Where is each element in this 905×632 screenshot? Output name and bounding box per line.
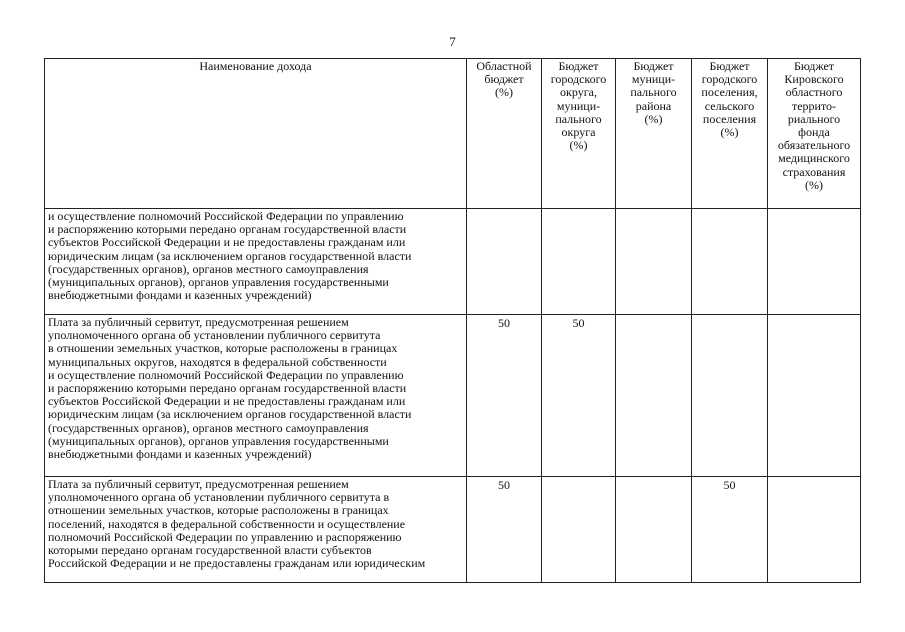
column-header-municipal-district-budget: Бюджет муници- пального района (%) bbox=[616, 59, 692, 209]
mhi-fund-budget-cell bbox=[768, 209, 861, 315]
table-row bbox=[45, 209, 861, 315]
income-name-cell: Плата за публичный сервитут, предусмотренная решением уполномоченного органа об установлении публичного сервитута в отношении земельных участков, которые расположены в границах муниципальных округов, находятся в федеральной собственности и осуществление полномочий Российской Федерации по управлению и распоряжению которыми передано органам государственной власти субъектов Российской Федерации и не предоставлены гражданам или юридическим лицам (за исключением органов государственной власти (государственных органов), органов местного самоуправления (муниципальных органов), органов управления государственными внебюджетными фондами и казенных учреждений) bbox=[45, 315, 467, 477]
table-row bbox=[45, 477, 861, 583]
column-header-settlement-budget: Бюджет городского поселения, сельского поселения (%) bbox=[692, 59, 768, 209]
settlement-budget-cell bbox=[692, 209, 768, 315]
settlement-budget-cell: 50 bbox=[692, 477, 768, 583]
regional-budget-cell: 50 bbox=[467, 477, 542, 583]
column-header-regional-budget: Областной бюджет (%) bbox=[467, 59, 542, 209]
income-name-cell: и осуществление полномочий Российской Федерации по управлению и распоряжению которыми передано органам государственной власти субъектов Российской Федерации и не предоставлены гражданам или юридическим лицам (за исключением органов государственной власти (государственных органов), органов местного самоуправления (муниципальных органов), органов управления государственными внебюджетными фондами и казенных учреждений) bbox=[45, 209, 467, 315]
income-name-cell: Плата за публичный сервитут, предусмотренная решением уполномоченного органа об установлении публичного сервитута в отношении земельных участков, которые расположены в границах поселений, находятся в федеральной собственности и осуществление полномочий Российской Федерации по управлению и распоряжению которыми передано органам государственной власти субъектов Российской Федерации и не предоставлены гражданам или юридическим bbox=[45, 477, 467, 583]
municipal-district-budget-cell bbox=[616, 477, 692, 583]
settlement-budget-cell bbox=[692, 315, 768, 477]
table-row bbox=[45, 315, 861, 477]
municipal-district-budget-cell bbox=[616, 209, 692, 315]
city-district-budget-cell bbox=[542, 477, 616, 583]
income-distribution-table bbox=[44, 58, 861, 583]
page-number: 7 bbox=[449, 34, 456, 49]
column-header-city-district-budget: Бюджет городского округа, муници- пального округа (%) bbox=[542, 59, 616, 209]
table-header-row bbox=[45, 59, 861, 209]
mhi-fund-budget-cell bbox=[768, 477, 861, 583]
column-header-kirov-mhi-fund-budget: Бюджет Кировского областного террито- риального фонда обязательного медицинского страхования (%) bbox=[768, 59, 861, 209]
municipal-district-budget-cell bbox=[616, 315, 692, 477]
city-district-budget-cell: 50 bbox=[542, 315, 616, 477]
city-district-budget-cell bbox=[542, 209, 616, 315]
column-header-income-name: Наименование дохода bbox=[45, 59, 467, 209]
regional-budget-cell: 50 bbox=[467, 315, 542, 477]
regional-budget-cell bbox=[467, 209, 542, 315]
mhi-fund-budget-cell bbox=[768, 315, 861, 477]
